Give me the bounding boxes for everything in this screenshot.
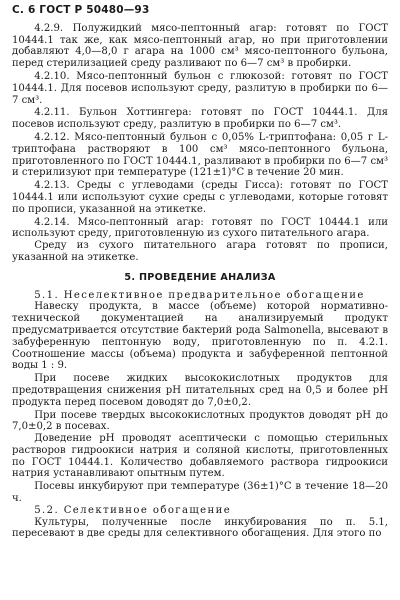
paragraph-solid-products: При посеве твердых высококислотных продуктов доводят рН до 7,0±0,2 в посевах.	[12, 409, 388, 433]
paragraph-4-2-10: 4.2.10. Мясо-пептонный бульон с глюкозой: готовят по ГОСТ 10444.1. Для посевов используют среду, разлитую в пробирки по 6—7 см³.	[12, 70, 388, 106]
paragraph-liquid-products: При посеве жидких высококислотных продуктов для предотвращения снижения рН питательных сред на 0,5 и более рН продукта перед посевом доводят до 7,0±0,2.	[12, 373, 388, 408]
subsection-5-2-heading: 5.2. Селективное обогащение	[34, 504, 232, 516]
paragraph-ph-adjustment: Доведение рН проводят асептически с помощью стерильных растворов гидроокиси натрия и соляной кислоты, приготовленных по ГОСТ 10444.1. Количество добавляемого раствора гидроокиси натрия устанавливают опытным путем.	[12, 433, 388, 480]
page-header: С. 6 ГОСТ Р 50480—93	[12, 4, 150, 16]
section-title: 5. ПРОВЕДЕНИЕ АНАЛИЗА	[124, 271, 276, 283]
paragraph-dry-agar: Среду из сухого питательного агара готовят по прописи, указанной на этикетке.	[12, 240, 388, 263]
subsection-5-1-heading: 5.1. Неселективное предварительное обогащение	[34, 289, 365, 301]
paragraph-4-2-13: 4.2.13. Среды с углеводами (среды Гисса): готовят по ГОСТ 10444.1 или используют сухие среды с углеводами, которые готовят по прописи, указанной на этикетке.	[12, 180, 388, 215]
paragraph-4-2-12: 4.2.12. Мясо-пептонный бульон с 0,05% L-триптофана: 0,05 г L-триптофана растворяют в 100 см³ мясо-пептонного бульона, приготовленного по ГОСТ 10444.1, разливают в пробирки по 6—7 см³ и стерилизуют при температуре (121±1)°С в течение 20 мин.	[12, 131, 388, 179]
paragraph-sample: Навеску продукта, в массе (объеме) которой нормативно-технической документацией на анализируемый продукт предусматривается отсутствие бактерий рода Salmonella, высевают в забуференную пептонную воду, приготовленную по п. 4.2.1. Соотношение массы (объема) продукта и забуференной пептонной воды 1 : 9.	[12, 301, 388, 372]
paragraph-4-2-11: 4.2.11. Бульон Хоттингера: готовят по ГОСТ 10444.1. Для посевов используют среду, разлитую в пробирки по 6—7 см³.	[12, 107, 388, 131]
paragraph-4-2-9: 4.2.9. Полужидкий мясо-пептонный агар: готовят по ГОСТ 10444.1 так же, как мясо-пептонный агар, но при приготовлении добавляют 4,0—8,0 г агара на 1000 см³ мясо-пептонного бульона, перед стерилизацией среду разливают по 6—7 см³ в пробирки.	[12, 22, 388, 70]
paragraph-4-2-14: 4.2.14. Мясо-пептонный агар: готовят по ГОСТ 10444.1 или используют среду, приготовленную из сухого питательного агара.	[12, 216, 388, 240]
paragraph-incubation: Посевы инкубируют при температуре (36±1)°С в течение 18—20 ч.	[12, 481, 388, 505]
paragraph-cultures: Культуры, полученные после инкубирования по п. 5.1, пересевают в две среды для селективного обогащения. Для этого по	[12, 516, 388, 540]
